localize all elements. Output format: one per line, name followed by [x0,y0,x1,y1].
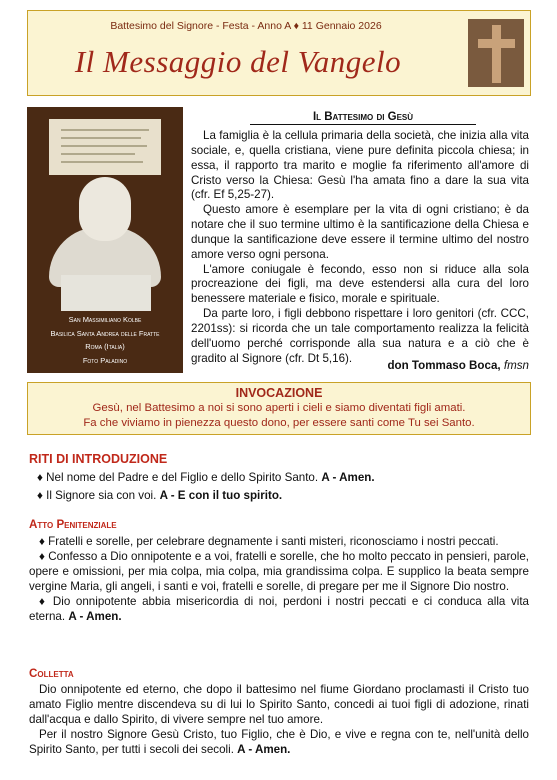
article-paragraph: L'amore coniugale è fecondo, esso non si riduce alla sola procreazione dei figli, ma deve estendersi alla cura del loro benessere materiale e fisico, morale e spirituale. [191,262,529,306]
atto-response: A - Amen. [68,609,122,623]
colletta-response: A - Amen. [237,742,291,756]
plaque-text-line [61,129,149,131]
rite-text: ♦ Nel nome del Padre e del Figlio e dello Spirito Santo. [37,471,322,484]
plaque-text-line [61,153,135,155]
rite-response: A - E con il tuo spirito. [159,488,283,502]
atto-paragraphs [29,535,529,624]
author-name: don Tommaso Boca, [387,359,501,372]
section-heading-atto: Atto Penitenziale [29,518,117,531]
rite-line [29,489,529,504]
article-paragraph: Questo amore è esemplare per la vita di ogni cristiano; è da notare che il suo termine ultimo è la santificazione della Chiesa e dunque la santificazione deve essere il termine ultimo del nostro amore verso ogni persona. [191,203,529,261]
section-heading-colletta: Colletta [29,667,74,680]
cross-vertical-beam [492,25,501,83]
caption-line: Roma (Italia) [85,342,125,351]
bust-pedestal [61,275,151,311]
header-banner [27,10,531,96]
colletta-text: Per il nostro Signore Gesù Cristo, tuo Figlio, che è Dio, e vive e regna con te, nell'unità dello Spirito Santo, per tutti i secoli dei secoli. [29,727,529,756]
invocation-line: Fa che viviamo in pienezza questo dono, per essere santi come Tu sei Santo. [83,417,475,429]
rite-response: A - Amen. [321,471,375,484]
article-title: Il Battesimo di Gesù [250,111,476,125]
page-title: Il Messaggio del Vangelo [74,44,402,79]
caption-line: San Massimiliano Kolbe [68,315,142,324]
invocation-title: INVOCAZIONE [235,386,323,400]
section-heading-riti: RITI DI INTRODUZIONE [29,452,168,466]
plaque-text-line [61,145,147,147]
atto-paragraph [29,595,529,625]
author-order: fmsn [503,359,529,372]
riti-lines [29,471,529,504]
article-paragraph: Da parte loro, i figli debbono rispettare i loro genitori (cfr. CCC, 2201ss): si ricorda che un tale comportamento realizza la felicità dell'uomo perché corrisponde alla sua natura e a ciò che è gradito al Signore (cfr. Dt 5,16). [191,307,529,365]
liturgy-date-line: Battesimo del Signore - Festa - Anno A ♦ 11 Gennaio 2026 [110,20,382,32]
atto-paragraph: ♦ Confesso a Dio onnipotente e a voi, fratelli e sorelle, che ho molto peccato in pensieri, parole, opere e omissioni, per mia colpa, mia colpa, mia grandissima colpa. E supplico la beata sempre vergine Maria, gli angeli, i santi e voi, fratelli e sorelle, di pregare per me il Signore Dio nostro. [29,549,529,593]
cross-image [468,19,524,87]
plaque-text-line [61,137,141,139]
memorial-plaque [49,119,161,175]
article-body [191,129,529,367]
colletta-paragraph: Dio onnipotente ed eterno, che dopo il battesimo nel fiume Giordano proclamasti il Cristo tuo amato Figlio mentre discendeva su di lui lo Spirito Santo, concedi ai tuoi figli di adozione, rinati dall'acqua e dallo Spirito, di vivere sempre nel tuo amore. [29,683,529,726]
rite-line [29,471,529,486]
invocation-box [27,382,531,435]
caption-line: Basilica Santa Andrea delle Fratte [50,328,160,338]
plaque-text-line [61,161,143,163]
cross-horizontal-beam [478,39,515,48]
saint-bust-photo [27,107,183,373]
photo-caption [27,313,183,367]
atto-paragraph: ♦ Fratelli e sorelle, per celebrare degnamente i santi misteri, riconosciamo i nostri peccati. [39,535,499,548]
atto-text: ♦ Dio onnipotente abbia misericordia di noi, perdoni i nostri peccati e ci conduca alla vita eterna. [29,594,529,623]
colletta-paragraphs [29,683,529,758]
invocation-line: Gesù, nel Battesimo a noi si sono aperti i cieli e siamo diventati figli amati. [92,402,466,414]
article-paragraph: La famiglia è la cellula primaria della società, che inizia alla vita sociale, e, quella cristiana, viene pure definita piccola chiesa; in essa, il rapporto tra marito e moglie fa riferimento all'amore di Cristo verso la Chiesa: Gesù l'ha amata fino a dare la sua vita (cfr. Ef 5,25-27). [191,129,529,202]
rite-text: ♦ Il Signore sia con voi. [37,488,160,502]
caption-line: Foto Paladino [82,355,128,365]
colletta-paragraph [29,728,529,758]
bust-head [79,177,131,241]
author-signature [300,359,529,372]
